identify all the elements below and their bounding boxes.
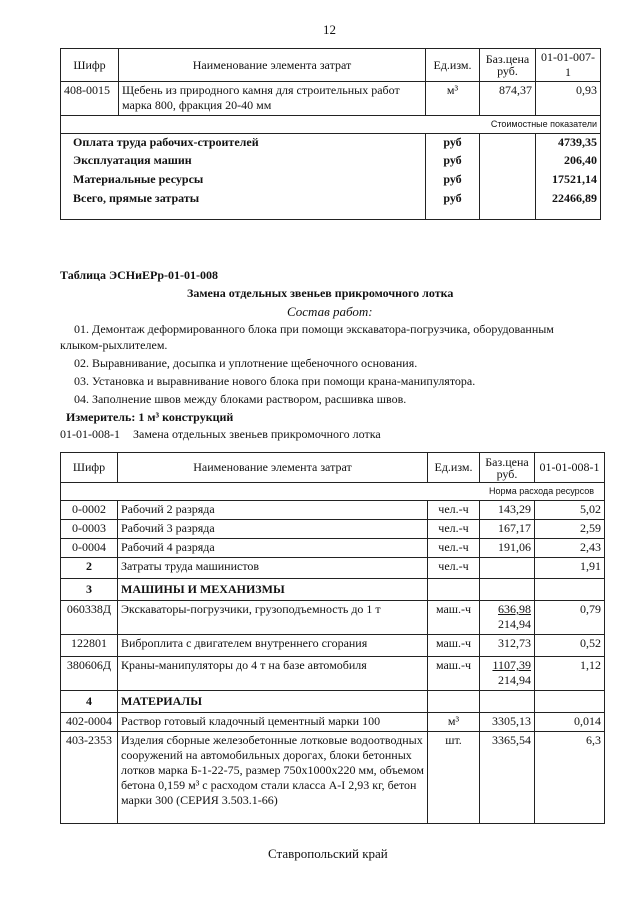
- table-row: [61, 657, 605, 691]
- price-main: 636,98: [498, 602, 531, 616]
- cell-name: Щебень из природного камня для строительных работ марка 800, фракция 20-40 мм: [119, 82, 426, 116]
- cell-name: Раствор готовый кладочный цементный марки 100: [118, 713, 428, 732]
- cell-code: 4: [61, 691, 118, 713]
- cell-name: Рабочий 3 разряда: [118, 520, 428, 539]
- cell-value: 1,91: [535, 558, 605, 579]
- cell-name: Экскаваторы-погрузчики, грузоподъемность до 1 т: [118, 601, 428, 635]
- cell-name: Рабочий 2 разряда: [118, 501, 428, 520]
- cell-code: 403-2353: [61, 732, 118, 824]
- cell-value: 0,79: [535, 601, 605, 635]
- cell-name: МАШИНЫ И МЕХАНИЗМЫ: [118, 579, 428, 601]
- page-number: 12: [323, 22, 336, 37]
- cell-value: 2,43: [535, 539, 605, 558]
- section-row: [61, 579, 605, 601]
- section-heading: Замена отдельных звеньев прикромочного лотка: [187, 286, 454, 300]
- work-item: 04. Заполнение швов между блоками раствором, расшивка швов.: [74, 392, 407, 406]
- page-footer: Ставропольский край: [268, 846, 388, 861]
- total-name: Материальные ресурсы: [61, 171, 426, 190]
- work-item: 02. Выравнивание, досыпка и уплотнение щебеночного основания.: [74, 356, 418, 370]
- cell-unit: маш.-ч: [428, 657, 480, 691]
- total-value: 17521,14: [536, 171, 601, 190]
- table-row: [61, 732, 605, 824]
- header-code: Шифр: [61, 49, 119, 82]
- cell-unit: м³: [428, 713, 480, 732]
- cell-price: 191,06: [480, 539, 535, 558]
- cell-unit: чел.-ч: [428, 539, 480, 558]
- total-name: Оплата труда рабочих-строителей: [61, 134, 426, 152]
- top-cost-table: [60, 48, 601, 220]
- cell-price: 3305,13: [480, 713, 535, 732]
- table-row: [61, 82, 601, 116]
- cell-unit: м³: [426, 82, 480, 116]
- code-line-text: Замена отдельных звеньев прикромочного лотка: [133, 427, 381, 441]
- work-item: клыком-рыхлителем.: [60, 338, 168, 352]
- cell-unit: маш.-ч: [428, 635, 480, 657]
- cell-code: 380606Д: [61, 657, 118, 691]
- cell-name: Краны-манипуляторы до 4 т на базе автомобиля: [118, 657, 428, 691]
- totals-row: [61, 152, 601, 171]
- resource-norm-table: [60, 452, 605, 824]
- cell-code: 0-0004: [61, 539, 118, 558]
- total-unit: руб: [426, 190, 480, 220]
- cell-unit: чел.-ч: [428, 501, 480, 520]
- section-row: [61, 691, 605, 713]
- cell-value: 6,3: [535, 732, 605, 824]
- cell-name: МАТЕРИАЛЫ: [118, 691, 428, 713]
- work-item: 03. Установка и выравнивание нового блока при помощи крана-манипулятора.: [74, 374, 476, 388]
- price-secondary: 214,94: [498, 617, 531, 631]
- table-row: [61, 713, 605, 732]
- cell-code: 402-0004: [61, 713, 118, 732]
- total-unit: руб: [426, 152, 480, 171]
- cell-name: Виброплита с двигателем внутреннего сгорания: [118, 635, 428, 657]
- total-value: 22466,89: [536, 190, 601, 220]
- cell-price: 874,37: [480, 82, 536, 116]
- table-row: [61, 558, 605, 579]
- cell-price: 312,73: [480, 635, 535, 657]
- cell-price: 143,29: [480, 501, 535, 520]
- totals-row: [61, 134, 601, 152]
- cell-unit: шт.: [428, 732, 480, 824]
- total-value: 206,40: [536, 152, 601, 171]
- cell-value: 2,59: [535, 520, 605, 539]
- header-unit: Ед.изм.: [426, 49, 480, 82]
- work-title: Состав работ:: [287, 304, 373, 319]
- header-name: Наименование элемента затрат: [118, 453, 428, 483]
- total-name: Всего, прямые затраты: [61, 190, 426, 220]
- cell-code: 0-0003: [61, 520, 118, 539]
- header-code: Шифр: [61, 453, 118, 483]
- table-row: [61, 520, 605, 539]
- header-norm: 01-01-007-1: [536, 49, 601, 82]
- cell-name: Изделия сборные железобетонные лотковые водоотводных сооружений на автомобильных дорогах, блоки бетонных лотков марка Б-1-22-75, размер 750x1000x220 мм, объемом бетона 0,159 м³ с расходом стали класса А-I 2,93 кг, бетон марки 300 (СЕРИЯ 3.503.1-66): [118, 732, 428, 824]
- cell-code: 408-0015: [61, 82, 119, 116]
- total-unit: руб: [426, 134, 480, 152]
- table-row: [61, 539, 605, 558]
- table-row: [61, 501, 605, 520]
- price-secondary: 214,94: [498, 673, 531, 687]
- cell-name: Рабочий 4 разряда: [118, 539, 428, 558]
- cell-code: 060338Д: [61, 601, 118, 635]
- totals-row: [61, 171, 601, 190]
- cell-value: 1,12: [535, 657, 605, 691]
- cell-value: 0,52: [535, 635, 605, 657]
- cell-name: Затраты труда машинистов: [118, 558, 428, 579]
- cell-code: 122801: [61, 635, 118, 657]
- cell-code: 2: [61, 558, 118, 579]
- cell-price: 167,17: [480, 520, 535, 539]
- section-label: Норма расхода ресурсов: [61, 483, 605, 501]
- table-row: [61, 601, 605, 635]
- cell-value: 0,014: [535, 713, 605, 732]
- cell-value: 0,93: [536, 82, 601, 116]
- cell-code: 3: [61, 579, 118, 601]
- header-unit: Ед.изм.: [428, 453, 480, 483]
- code-line-code: 01-01-008-1: [60, 427, 120, 441]
- section-label: Стоимостные показатели: [61, 116, 601, 134]
- cell-price: [480, 601, 535, 635]
- cell-unit: чел.-ч: [428, 558, 480, 579]
- work-item: 01. Демонтаж деформированного блока при помощи экскаватора-погрузчика, оборудованным: [74, 322, 554, 336]
- cell-code: 0-0002: [61, 501, 118, 520]
- cell-value: 5,02: [535, 501, 605, 520]
- cell-price: [480, 558, 535, 579]
- total-name: Эксплуатация машин: [61, 152, 426, 171]
- cell-price: 3365,54: [480, 732, 535, 824]
- cell-price: [480, 657, 535, 691]
- total-value: 4739,35: [536, 134, 601, 152]
- header-norm: 01-01-008-1: [535, 453, 605, 483]
- totals-row: [61, 190, 601, 220]
- header-name: Наименование элемента затрат: [119, 49, 426, 82]
- table-row: [61, 635, 605, 657]
- total-unit: руб: [426, 171, 480, 190]
- measure-unit: Измеритель: 1 м³ конструкций: [66, 410, 234, 424]
- cell-unit: чел.-ч: [428, 520, 480, 539]
- header-price: Баз.цена руб.: [480, 49, 536, 82]
- header-price: Баз.цена руб.: [480, 453, 535, 483]
- table-title: Таблица ЭСНиЕРр-01-01-008: [60, 268, 219, 282]
- price-main: 1107,39: [492, 658, 531, 672]
- cell-unit: маш.-ч: [428, 601, 480, 635]
